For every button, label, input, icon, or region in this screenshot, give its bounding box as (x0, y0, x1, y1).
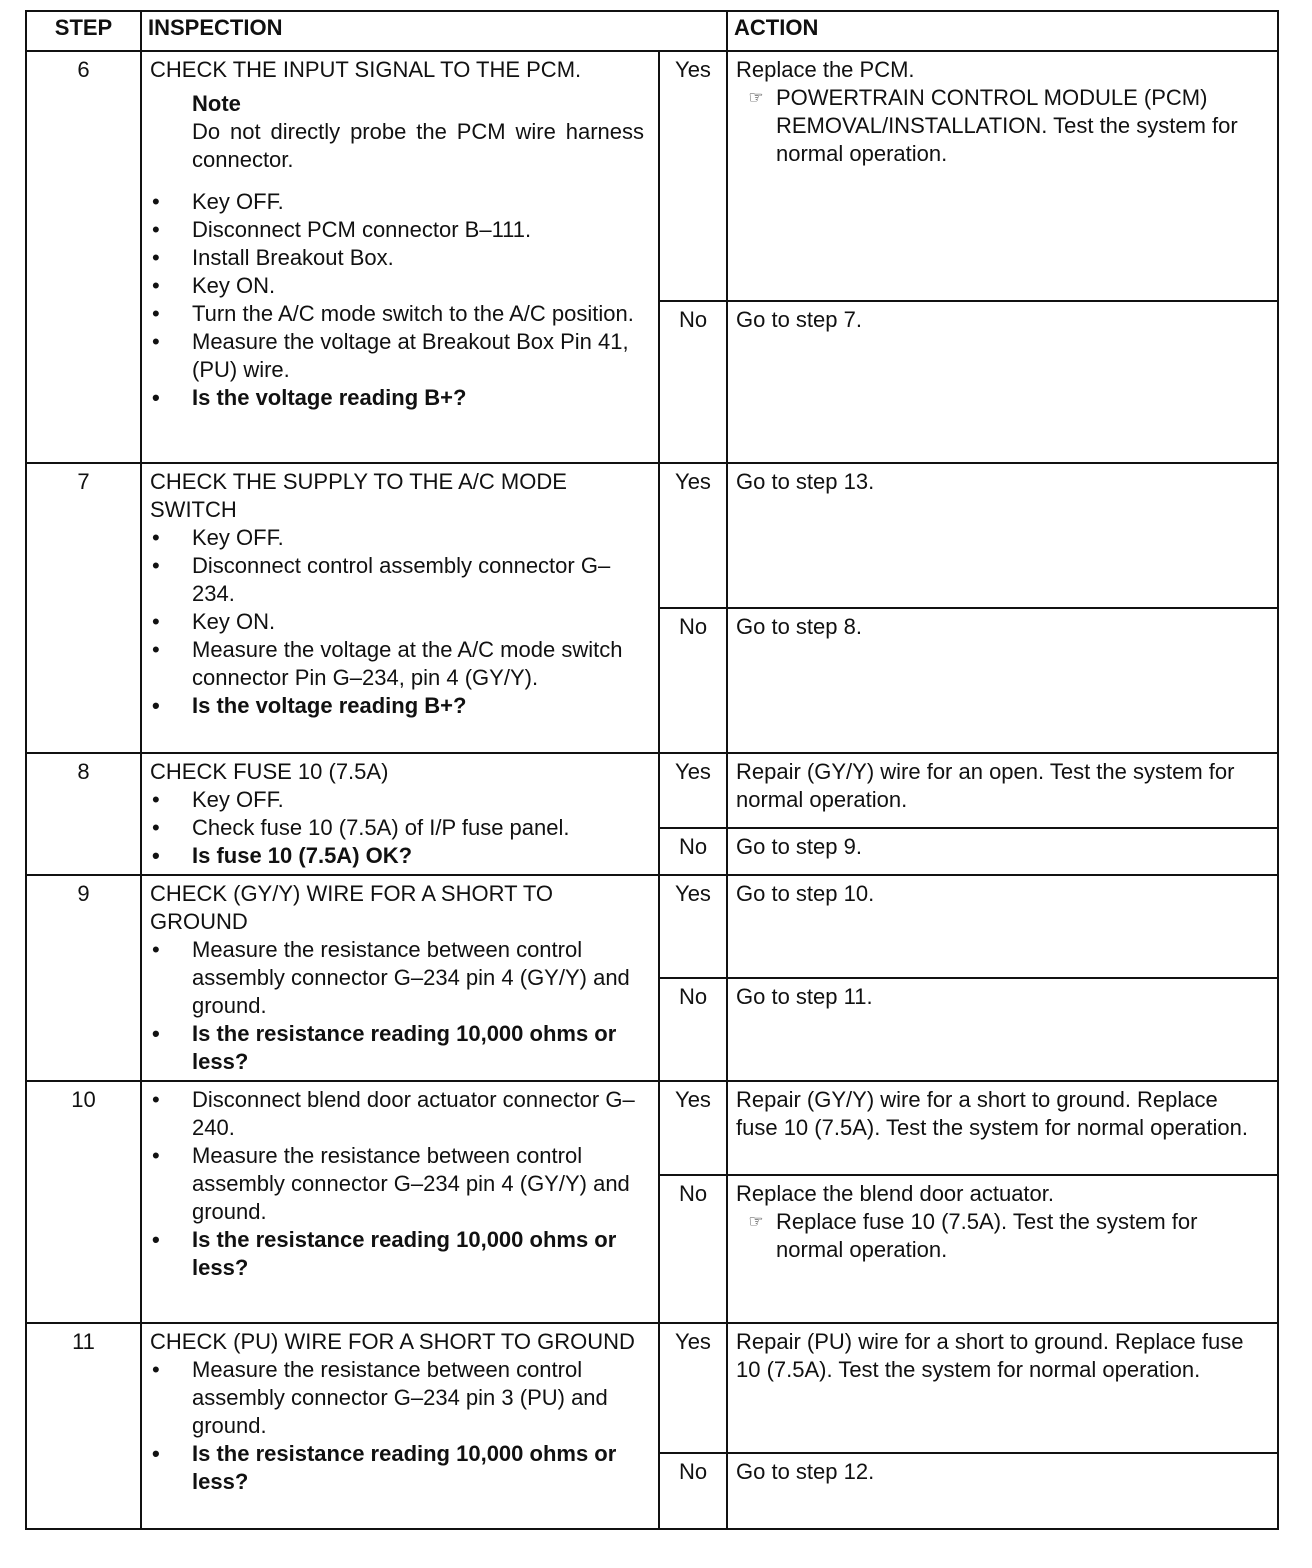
bullet-item: • Key OFF. (150, 786, 644, 814)
inspection-title: CHECK THE SUPPLY TO THE A/C MODE SWITCH (150, 469, 567, 522)
yes-label: Yes (659, 463, 727, 608)
bullet-question: • Is the resistance reading 10,000 ohms or less? (150, 1440, 644, 1496)
inspection-cell (141, 1323, 659, 1529)
bullet-question: • Is the resistance reading 10,000 ohms or less? (150, 1226, 644, 1282)
step-number: 7 (26, 463, 141, 753)
reference (736, 84, 1263, 168)
bullet-item: • Measure the voltage at Breakout Box Pin 41, (PU) wire. (150, 328, 644, 384)
inspection-cell (141, 51, 659, 463)
bullet-list (150, 188, 644, 412)
bullet-item: • Key OFF. (150, 188, 644, 216)
reference-text: Replace fuse 10 (7.5A). Test the system for normal operation. (776, 1209, 1198, 1262)
yes-label: Yes (659, 51, 727, 301)
note-label: Note (192, 91, 241, 116)
yes-action-text: Replace the PCM. (736, 57, 915, 82)
inspection-title: CHECK FUSE 10 (7.5A) (150, 759, 389, 784)
header-action: ACTION (727, 11, 1278, 51)
step-number: 11 (26, 1323, 141, 1529)
inspection-cell (141, 753, 659, 875)
step-number: 10 (26, 1081, 141, 1323)
no-action: Go to step 8. (727, 608, 1278, 753)
bullet-item: • Install Breakout Box. (150, 244, 644, 272)
diagnostic-table (25, 10, 1279, 1530)
yes-label: Yes (659, 875, 727, 978)
yes-action-cell (727, 51, 1278, 301)
inspection-cell (141, 463, 659, 753)
bullet-item: • Disconnect PCM connector B–111. (150, 216, 644, 244)
inspection-title: CHECK THE INPUT SIGNAL TO THE PCM. (150, 57, 582, 82)
reference (736, 1208, 1263, 1264)
inspection-cell (141, 875, 659, 1081)
header-step: STEP (26, 11, 141, 51)
step-number: 8 (26, 753, 141, 875)
bullet-item: • Key ON. (150, 272, 644, 300)
no-label: No (659, 608, 727, 753)
yes-label: Yes (659, 1323, 727, 1453)
bullet-item: • Measure the resistance between control assembly connector G–234 pin 4 (GY/Y) and ground. (150, 1142, 644, 1226)
header-row (26, 11, 1278, 51)
step-number: 6 (26, 51, 141, 463)
bullet-item: • Measure the resistance between control assembly connector G–234 pin 4 (GY/Y) and ground. (150, 936, 644, 1020)
note-block (192, 90, 644, 174)
bullet-item: • Measure the voltage at the A/C mode switch connector Pin G–234, pin 4 (GY/Y). (150, 636, 644, 692)
step-7-yes-row (26, 463, 1278, 608)
inspection-title: CHECK (PU) WIRE FOR A SHORT TO GROUND (150, 1329, 635, 1354)
bullet-question: • Is fuse 10 (7.5A) OK? (150, 842, 644, 870)
no-action: Go to step 9. (727, 828, 1278, 875)
inspection-cell (141, 1081, 659, 1323)
no-action-text: Replace the blend door actuator. (736, 1181, 1055, 1206)
yes-label: Yes (659, 753, 727, 828)
note-text: Do not directly probe the PCM wire harness connector. (192, 119, 644, 172)
step-6-yes-row (26, 51, 1278, 301)
no-action: Go to step 12. (727, 1453, 1278, 1529)
bullet-item: • Measure the resistance between control assembly connector G–234 pin 3 (PU) and ground. (150, 1356, 644, 1440)
no-label: No (659, 1453, 727, 1529)
no-action-cell (727, 1175, 1278, 1323)
bullet-item: • Disconnect control assembly connector G–234. (150, 552, 644, 608)
yes-action: Repair (PU) wire for a short to ground. Replace fuse 10 (7.5A). Test the system for normal operation. (727, 1323, 1278, 1453)
no-label: No (659, 1175, 727, 1323)
no-action: Go to step 11. (727, 978, 1278, 1081)
bullet-question: • Is the voltage reading B+? (150, 384, 644, 412)
pointing-hand-icon: ☞ (748, 88, 764, 107)
yes-label: Yes (659, 1081, 727, 1175)
bullet-question: • Is the voltage reading B+? (150, 692, 644, 720)
bullet-list (150, 1356, 644, 1496)
yes-action: Go to step 13. (727, 463, 1278, 608)
step-number: 9 (26, 875, 141, 1081)
bullet-list (150, 786, 644, 870)
step-8-yes-row (26, 753, 1278, 828)
bullet-item: • Key ON. (150, 608, 644, 636)
pointing-hand-icon: ☞ (748, 1212, 764, 1231)
bullet-item: • Turn the A/C mode switch to the A/C position. (150, 300, 644, 328)
step-9-yes-row (26, 875, 1278, 978)
reference-text: POWERTRAIN CONTROL MODULE (PCM) REMOVAL/INSTALLATION. Test the system for normal operation. (776, 85, 1238, 166)
bullet-list (150, 936, 644, 1076)
bullet-list (150, 524, 644, 720)
bullet-item: • Disconnect blend door actuator connector G–240. (150, 1086, 644, 1142)
step-10-yes-row (26, 1081, 1278, 1175)
no-label: No (659, 828, 727, 875)
bullet-question: • Is the resistance reading 10,000 ohms or less? (150, 1020, 644, 1076)
yes-action: Repair (GY/Y) wire for an open. Test the system for normal operation. (727, 753, 1278, 828)
no-label: No (659, 301, 727, 463)
yes-action: Repair (GY/Y) wire for a short to ground. Replace fuse 10 (7.5A). Test the system for normal operation. (727, 1081, 1278, 1175)
header-inspection: INSPECTION (141, 11, 727, 51)
yes-action: Go to step 10. (727, 875, 1278, 978)
bullet-item: • Key OFF. (150, 524, 644, 552)
step-11-yes-row (26, 1323, 1278, 1453)
inspection-title: CHECK (GY/Y) WIRE FOR A SHORT TO GROUND (150, 881, 553, 934)
bullet-item: • Check fuse 10 (7.5A) of I/P fuse panel. (150, 814, 644, 842)
no-action: Go to step 7. (727, 301, 1278, 463)
no-label: No (659, 978, 727, 1081)
bullet-list (150, 1086, 644, 1282)
